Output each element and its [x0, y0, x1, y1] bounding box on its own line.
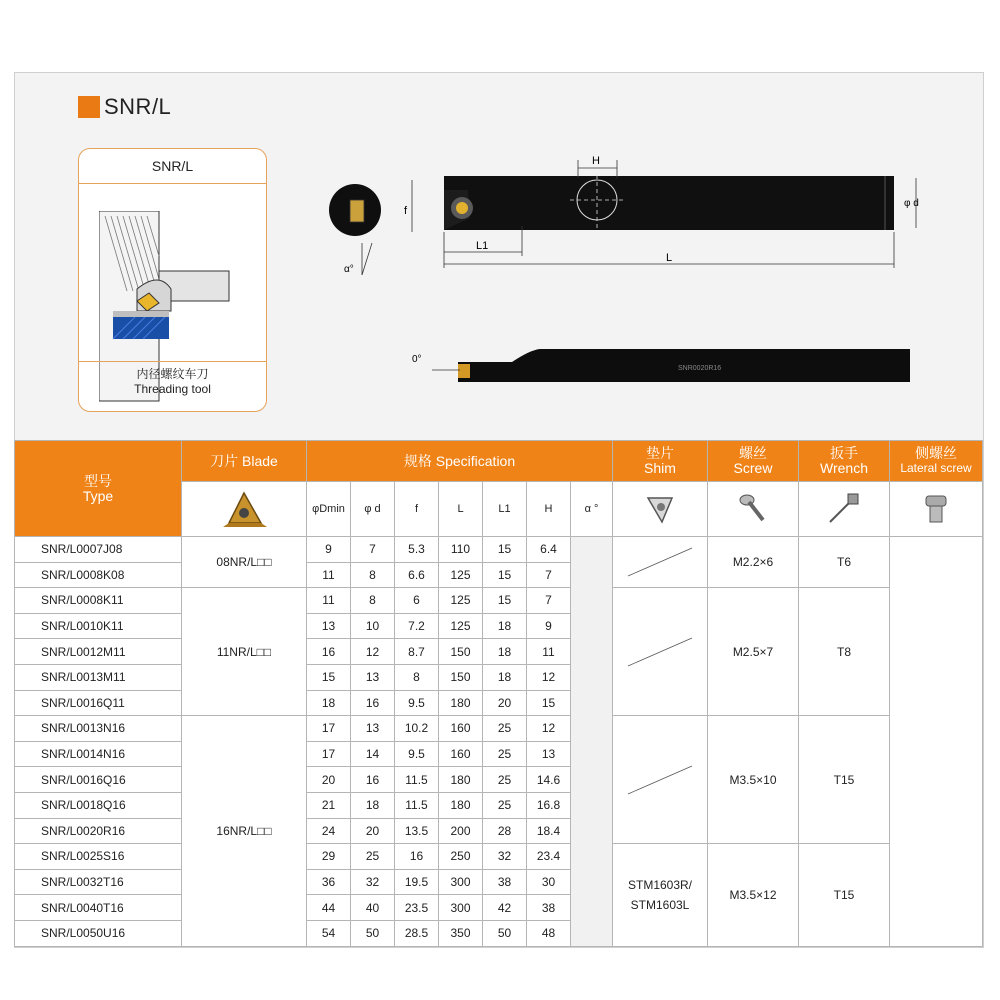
L1-cell: 42 [483, 895, 527, 921]
type-cell: SNR/L0008K08 [15, 562, 182, 588]
d-cell: 12 [351, 639, 395, 665]
f-cell: 9.5 [395, 741, 439, 767]
type-cell: SNR/L0040T16 [15, 895, 182, 921]
screw-cell: M2.5×7 [708, 588, 799, 716]
H-cell: 16.8 [527, 792, 571, 818]
L-cell: 200 [439, 818, 483, 844]
H-cell: 7 [527, 562, 571, 588]
label-L: L [666, 252, 673, 264]
spec-col-f: f [395, 482, 439, 537]
L-cell: 250 [439, 844, 483, 870]
L1-cell: 25 [483, 767, 527, 793]
alpha-cell [571, 537, 613, 947]
header-wrench: 扳手 Wrench [799, 441, 890, 482]
L-cell: 110 [439, 537, 483, 563]
tool-bar-top [444, 176, 894, 230]
L-cell: 150 [439, 664, 483, 690]
H-cell: 6.4 [527, 537, 571, 563]
table-row [15, 844, 983, 870]
dmin-cell: 13 [307, 613, 351, 639]
f-cell: 5.3 [395, 537, 439, 563]
dmin-cell: 44 [307, 895, 351, 921]
title-text: SNR/L [104, 94, 172, 119]
header-blade: 刀片 Blade [182, 441, 307, 482]
d-cell: 8 [351, 588, 395, 614]
type-cell: SNR/L0008K11 [15, 588, 182, 614]
table-row [15, 716, 983, 742]
shim-cell: STM1603R/ STM1603L [613, 844, 708, 946]
L1-cell: 25 [483, 716, 527, 742]
L1-cell: 28 [483, 818, 527, 844]
label-L1: L1 [476, 240, 489, 252]
wrench-cell: T8 [799, 588, 890, 716]
screw-cell: M2.2×6 [708, 537, 799, 588]
d-cell: 18 [351, 792, 395, 818]
table-row [15, 537, 983, 563]
caption-en: Threading tool [134, 382, 211, 396]
L1-cell: 18 [483, 664, 527, 690]
f-cell: 13.5 [395, 818, 439, 844]
label-d: φ d [904, 198, 919, 209]
f-cell: 11.5 [395, 767, 439, 793]
H-cell: 12 [527, 664, 571, 690]
spec-table [14, 440, 983, 947]
L1-cell: 20 [483, 690, 527, 716]
L-cell: 180 [439, 792, 483, 818]
d-cell: 8 [351, 562, 395, 588]
H-cell: 7 [527, 588, 571, 614]
d-cell: 10 [351, 613, 395, 639]
dmin-cell: 11 [307, 588, 351, 614]
d-cell: 20 [351, 818, 395, 844]
d-cell: 13 [351, 664, 395, 690]
type-cell: SNR/L0020R16 [15, 818, 182, 844]
L-cell: 125 [439, 588, 483, 614]
dmin-cell: 11 [307, 562, 351, 588]
blade-icon [182, 482, 307, 537]
spec-col-alpha: α ° [571, 482, 613, 537]
header-lateral-screw: 侧螺丝 Lateral screw [890, 441, 983, 482]
type-cell: SNR/L0012M11 [15, 639, 182, 665]
spec-col-L: L [439, 482, 483, 537]
header-screw: 螺丝 Screw [708, 441, 799, 482]
L1-cell: 18 [483, 613, 527, 639]
dmin-cell: 9 [307, 537, 351, 563]
header-shim: 垫片 Shim [613, 441, 708, 482]
spec-col-L1: L1 [483, 482, 527, 537]
L1-cell: 38 [483, 869, 527, 895]
H-cell: 14.6 [527, 767, 571, 793]
spec-col-H: H [527, 482, 571, 537]
f-cell: 6 [395, 588, 439, 614]
L-cell: 150 [439, 639, 483, 665]
f-cell: 11.5 [395, 792, 439, 818]
L1-cell: 15 [483, 562, 527, 588]
dmin-cell: 24 [307, 818, 351, 844]
L-cell: 160 [439, 716, 483, 742]
L1-cell: 50 [483, 920, 527, 946]
lateral-screw-icon [890, 482, 983, 537]
technical-drawing [0, 0, 1000, 440]
lateral-screw-cell [890, 537, 983, 947]
screw-cell: M3.5×12 [708, 844, 799, 946]
H-cell: 18.4 [527, 818, 571, 844]
type-cell: SNR/L0018Q16 [15, 792, 182, 818]
L-cell: 180 [439, 690, 483, 716]
f-cell: 19.5 [395, 869, 439, 895]
H-cell: 15 [527, 690, 571, 716]
d-cell: 32 [351, 869, 395, 895]
dmin-cell: 16 [307, 639, 351, 665]
shim-icon [613, 482, 708, 537]
shim-cell-empty [613, 716, 708, 844]
dmin-cell: 36 [307, 869, 351, 895]
L-cell: 180 [439, 767, 483, 793]
H-cell: 9 [527, 613, 571, 639]
f-cell: 8 [395, 664, 439, 690]
dmin-cell: 18 [307, 690, 351, 716]
f-cell: 28.5 [395, 920, 439, 946]
wrench-icon [799, 482, 890, 537]
blade-cell: 08NR/L□□ [182, 537, 307, 588]
type-cell: SNR/L0013N16 [15, 716, 182, 742]
dmin-cell: 17 [307, 741, 351, 767]
wrench-cell: T15 [799, 716, 890, 844]
label-H: H [592, 155, 600, 167]
blade-cell: 11NR/L□□ [182, 588, 307, 716]
wrench-cell: T15 [799, 844, 890, 946]
L1-cell: 15 [483, 588, 527, 614]
L1-cell: 32 [483, 844, 527, 870]
d-cell: 16 [351, 767, 395, 793]
L1-cell: 25 [483, 741, 527, 767]
L1-cell: 18 [483, 639, 527, 665]
wrench-cell: T6 [799, 537, 890, 588]
H-cell: 11 [527, 639, 571, 665]
dmin-cell: 15 [307, 664, 351, 690]
type-cell: SNR/L0016Q11 [15, 690, 182, 716]
card-title: SNR/L [79, 149, 266, 184]
shim-cell-empty [613, 588, 708, 716]
blade-cell: 16NR/L□□ [182, 716, 307, 946]
f-cell: 9.5 [395, 690, 439, 716]
type-cell: SNR/L0010K11 [15, 613, 182, 639]
H-cell: 13 [527, 741, 571, 767]
H-cell: 38 [527, 895, 571, 921]
header-type: 型号 Type [15, 441, 182, 537]
H-cell: 12 [527, 716, 571, 742]
dmin-cell: 20 [307, 767, 351, 793]
d-cell: 50 [351, 920, 395, 946]
bar-marking: SNR0020R16 [678, 365, 722, 372]
type-cell: SNR/L0050U16 [15, 920, 182, 946]
d-cell: 13 [351, 716, 395, 742]
header-spec: 规格 Specification [307, 441, 613, 482]
type-cell: SNR/L0016Q16 [15, 767, 182, 793]
f-cell: 16 [395, 844, 439, 870]
H-cell: 23.4 [527, 844, 571, 870]
L-cell: 125 [439, 613, 483, 639]
L-cell: 125 [439, 562, 483, 588]
L-cell: 160 [439, 741, 483, 767]
type-cell: SNR/L0013M11 [15, 664, 182, 690]
shim-cell-empty [613, 537, 708, 588]
type-cell: SNR/L0032T16 [15, 869, 182, 895]
L-cell: 300 [439, 895, 483, 921]
caption-cn: 内径螺纹车刀 [136, 367, 209, 381]
f-cell: 6.6 [395, 562, 439, 588]
type-cell: SNR/L0025S16 [15, 844, 182, 870]
dmin-cell: 21 [307, 792, 351, 818]
table-row [15, 588, 983, 614]
f-cell: 7.2 [395, 613, 439, 639]
label-f: f [404, 205, 408, 217]
L1-cell: 15 [483, 537, 527, 563]
type-cell: SNR/L0007J08 [15, 537, 182, 563]
d-cell: 7 [351, 537, 395, 563]
spec-col-d: φ d [351, 482, 395, 537]
screw-cell: M3.5×10 [708, 716, 799, 844]
f-cell: 10.2 [395, 716, 439, 742]
label-zero: 0° [412, 354, 422, 365]
L1-cell: 25 [483, 792, 527, 818]
spec-col-dmin: φDmin [307, 482, 351, 537]
dmin-cell: 54 [307, 920, 351, 946]
d-cell: 25 [351, 844, 395, 870]
f-cell: 8.7 [395, 639, 439, 665]
H-cell: 48 [527, 920, 571, 946]
dmin-cell: 29 [307, 844, 351, 870]
d-cell: 16 [351, 690, 395, 716]
L-cell: 350 [439, 920, 483, 946]
label-alpha: α° [344, 264, 354, 275]
screw-icon [708, 482, 799, 537]
dmin-cell: 17 [307, 716, 351, 742]
d-cell: 40 [351, 895, 395, 921]
f-cell: 23.5 [395, 895, 439, 921]
H-cell: 30 [527, 869, 571, 895]
d-cell: 14 [351, 741, 395, 767]
L-cell: 300 [439, 869, 483, 895]
type-cell: SNR/L0014N16 [15, 741, 182, 767]
